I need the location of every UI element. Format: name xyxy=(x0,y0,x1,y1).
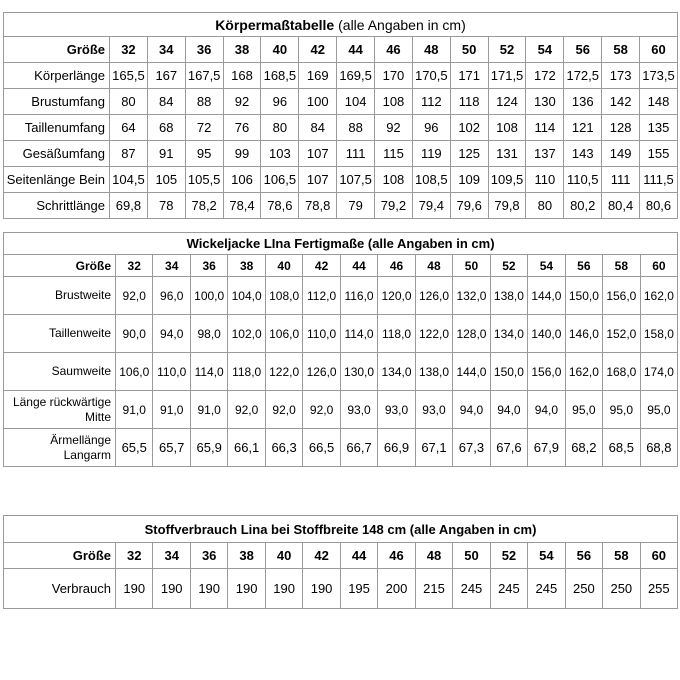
value-cell: 158,0 xyxy=(640,315,678,353)
size-header: 50 xyxy=(453,543,490,569)
value-cell: 104 xyxy=(337,89,375,115)
value-cell: 245 xyxy=(490,569,527,609)
value-cell: 79,6 xyxy=(450,193,488,219)
value-cell: 144,0 xyxy=(453,353,490,391)
table-row xyxy=(4,141,678,167)
value-cell: 126,0 xyxy=(303,353,340,391)
value-cell: 105,5 xyxy=(185,167,223,193)
row-label: Taillenumfang xyxy=(4,115,110,141)
value-cell: 126,0 xyxy=(415,277,452,315)
table-row xyxy=(4,167,678,193)
value-cell: 93,0 xyxy=(378,391,415,429)
value-cell: 111 xyxy=(337,141,375,167)
value-cell: 200 xyxy=(378,569,415,609)
value-cell: 167,5 xyxy=(185,63,223,89)
value-cell: 79 xyxy=(337,193,375,219)
value-cell: 122,0 xyxy=(415,315,452,353)
value-cell: 80 xyxy=(261,115,299,141)
value-cell: 99 xyxy=(223,141,261,167)
value-cell: 67,3 xyxy=(453,429,490,467)
value-cell: 171,5 xyxy=(488,63,526,89)
value-cell: 104,5 xyxy=(110,167,148,193)
value-cell: 78 xyxy=(147,193,185,219)
value-cell: 124 xyxy=(488,89,526,115)
size-header: 44 xyxy=(337,37,375,63)
size-header: 34 xyxy=(153,543,190,569)
table-row xyxy=(4,63,678,89)
value-cell: 190 xyxy=(265,569,302,609)
fabric-consumption-table xyxy=(3,515,678,609)
value-cell: 130 xyxy=(526,89,564,115)
value-cell: 91 xyxy=(147,141,185,167)
value-cell: 131 xyxy=(488,141,526,167)
value-cell: 66,1 xyxy=(228,429,265,467)
size-header: 58 xyxy=(603,543,640,569)
value-cell: 79,8 xyxy=(488,193,526,219)
size-label: Größe xyxy=(4,543,116,569)
value-cell: 173 xyxy=(602,63,640,89)
value-cell: 119 xyxy=(412,141,450,167)
table-title-text: Wickeljacke LIna Fertigmaße (alle Angaben in cm) xyxy=(186,236,495,251)
value-cell: 92,0 xyxy=(116,277,153,315)
table-row xyxy=(4,429,678,467)
size-header: 36 xyxy=(185,37,223,63)
value-cell: 93,0 xyxy=(415,391,452,429)
size-label: Größe xyxy=(4,37,110,63)
size-header: 52 xyxy=(490,543,527,569)
value-cell: 94,0 xyxy=(153,315,190,353)
row-label: Schrittlänge xyxy=(4,193,110,219)
value-cell: 137 xyxy=(526,141,564,167)
size-header: 48 xyxy=(415,255,452,277)
value-cell: 67,9 xyxy=(528,429,565,467)
value-cell: 150,0 xyxy=(565,277,602,315)
size-header: 34 xyxy=(147,37,185,63)
table-row xyxy=(4,277,678,315)
size-header: 54 xyxy=(528,543,565,569)
value-cell: 78,4 xyxy=(223,193,261,219)
value-cell: 148 xyxy=(640,89,678,115)
value-cell: 68,5 xyxy=(603,429,640,467)
value-cell: 69,8 xyxy=(110,193,148,219)
value-cell: 120,0 xyxy=(378,277,415,315)
value-cell: 142 xyxy=(602,89,640,115)
size-header: 46 xyxy=(378,543,415,569)
value-cell: 190 xyxy=(116,569,153,609)
value-cell: 112 xyxy=(412,89,450,115)
value-cell: 92 xyxy=(223,89,261,115)
value-cell: 108 xyxy=(375,89,413,115)
value-cell: 92,0 xyxy=(228,391,265,429)
value-cell: 68 xyxy=(147,115,185,141)
table-row xyxy=(4,89,678,115)
value-cell: 106 xyxy=(223,167,261,193)
size-header: 58 xyxy=(602,37,640,63)
value-cell: 168 xyxy=(223,63,261,89)
value-cell: 95,0 xyxy=(565,391,602,429)
value-cell: 84 xyxy=(147,89,185,115)
value-cell: 67,1 xyxy=(415,429,452,467)
value-cell: 195 xyxy=(340,569,377,609)
value-cell: 91,0 xyxy=(190,391,227,429)
size-label: Größe xyxy=(4,255,116,277)
table-row xyxy=(4,391,678,429)
value-cell: 108,0 xyxy=(265,277,302,315)
value-cell: 88 xyxy=(185,89,223,115)
value-cell: 108,5 xyxy=(412,167,450,193)
value-cell: 110,0 xyxy=(153,353,190,391)
value-cell: 190 xyxy=(153,569,190,609)
table-title-note: (alle Angaben in cm) xyxy=(338,16,466,33)
value-cell: 152,0 xyxy=(603,315,640,353)
value-cell: 66,3 xyxy=(265,429,302,467)
size-header: 44 xyxy=(340,543,377,569)
row-label: Länge rückwärtige Mitte xyxy=(4,391,116,429)
size-header: 50 xyxy=(453,255,490,277)
value-cell: 162,0 xyxy=(565,353,602,391)
value-cell: 79,2 xyxy=(375,193,413,219)
value-cell: 149 xyxy=(602,141,640,167)
size-header: 60 xyxy=(640,37,678,63)
value-cell: 106,5 xyxy=(261,167,299,193)
size-header: 34 xyxy=(153,255,190,277)
value-cell: 190 xyxy=(228,569,265,609)
value-cell: 170,5 xyxy=(412,63,450,89)
body-measurements-table xyxy=(3,12,678,219)
value-cell: 250 xyxy=(603,569,640,609)
size-header: 40 xyxy=(261,37,299,63)
value-cell: 107 xyxy=(299,141,337,167)
size-header: 50 xyxy=(450,37,488,63)
value-cell: 92,0 xyxy=(265,391,302,429)
value-cell: 116,0 xyxy=(340,277,377,315)
size-header: 48 xyxy=(412,37,450,63)
size-header: 38 xyxy=(228,543,265,569)
value-cell: 91,0 xyxy=(116,391,153,429)
value-cell: 112,0 xyxy=(303,277,340,315)
row-label: Körperlänge xyxy=(4,63,110,89)
value-cell: 130,0 xyxy=(340,353,377,391)
value-cell: 84 xyxy=(299,115,337,141)
value-cell: 111 xyxy=(602,167,640,193)
value-cell: 118,0 xyxy=(378,315,415,353)
value-cell: 169 xyxy=(299,63,337,89)
value-cell: 122,0 xyxy=(265,353,302,391)
value-cell: 80,4 xyxy=(602,193,640,219)
value-cell: 107 xyxy=(299,167,337,193)
value-cell: 103 xyxy=(261,141,299,167)
finished-measurements-table xyxy=(3,232,678,467)
value-cell: 169,5 xyxy=(337,63,375,89)
table-title-row xyxy=(4,233,678,255)
value-cell: 114,0 xyxy=(190,353,227,391)
value-cell: 79,4 xyxy=(412,193,450,219)
value-cell: 143 xyxy=(564,141,602,167)
value-cell: 66,7 xyxy=(340,429,377,467)
value-cell: 80 xyxy=(110,89,148,115)
size-header-row xyxy=(4,255,678,277)
size-header: 40 xyxy=(265,543,302,569)
size-header-row xyxy=(4,543,678,569)
value-cell: 144,0 xyxy=(528,277,565,315)
value-cell: 118,0 xyxy=(228,353,265,391)
value-cell: 96 xyxy=(261,89,299,115)
size-header: 54 xyxy=(526,37,564,63)
size-header: 46 xyxy=(378,255,415,277)
value-cell: 92,0 xyxy=(303,391,340,429)
value-cell: 134,0 xyxy=(490,315,527,353)
table-title-bold: Körpermaßtabelle xyxy=(215,16,335,33)
size-header: 38 xyxy=(223,37,261,63)
value-cell: 114 xyxy=(526,115,564,141)
table-row xyxy=(4,193,678,219)
size-header: 42 xyxy=(299,37,337,63)
value-cell: 134,0 xyxy=(378,353,415,391)
value-cell: 245 xyxy=(453,569,490,609)
value-cell: 121 xyxy=(564,115,602,141)
size-header: 42 xyxy=(303,543,340,569)
value-cell: 94,0 xyxy=(528,391,565,429)
value-cell: 78,2 xyxy=(185,193,223,219)
value-cell: 68,2 xyxy=(565,429,602,467)
value-cell: 118 xyxy=(450,89,488,115)
value-cell: 109,5 xyxy=(488,167,526,193)
value-cell: 92 xyxy=(375,115,413,141)
row-label: Seitenlänge Bein xyxy=(4,167,110,193)
size-header: 36 xyxy=(190,543,227,569)
size-header: 36 xyxy=(190,255,227,277)
value-cell: 96,0 xyxy=(153,277,190,315)
table-title-row xyxy=(4,13,678,37)
value-cell: 165,5 xyxy=(110,63,148,89)
value-cell: 106,0 xyxy=(116,353,153,391)
value-cell: 162,0 xyxy=(640,277,678,315)
value-cell: 66,5 xyxy=(303,429,340,467)
value-cell: 80,2 xyxy=(564,193,602,219)
value-cell: 78,6 xyxy=(261,193,299,219)
value-cell: 94,0 xyxy=(490,391,527,429)
value-cell: 102 xyxy=(450,115,488,141)
size-header: 32 xyxy=(116,543,153,569)
row-label: Brustweite xyxy=(4,277,116,315)
row-label: Ärmellänge Langarm xyxy=(4,429,116,467)
value-cell: 172,5 xyxy=(564,63,602,89)
value-cell: 156,0 xyxy=(603,277,640,315)
value-cell: 108 xyxy=(375,167,413,193)
value-cell: 76 xyxy=(223,115,261,141)
value-cell: 106,0 xyxy=(265,315,302,353)
value-cell: 72 xyxy=(185,115,223,141)
value-cell: 136 xyxy=(564,89,602,115)
value-cell: 132,0 xyxy=(453,277,490,315)
table-row xyxy=(4,115,678,141)
value-cell: 91,0 xyxy=(153,391,190,429)
value-cell: 173,5 xyxy=(640,63,678,89)
value-cell: 156,0 xyxy=(528,353,565,391)
size-header: 48 xyxy=(415,543,452,569)
size-header: 54 xyxy=(528,255,565,277)
value-cell: 65,7 xyxy=(153,429,190,467)
size-header: 52 xyxy=(490,255,527,277)
size-header: 58 xyxy=(603,255,640,277)
table-title-row xyxy=(4,516,678,543)
value-cell: 80 xyxy=(526,193,564,219)
table-title xyxy=(4,233,678,255)
value-cell: 100,0 xyxy=(190,277,227,315)
table-title-text: Stoffverbrauch Lina bei Stoffbreite 148 cm (alle Angaben in cm) xyxy=(144,521,537,537)
value-cell: 150,0 xyxy=(490,353,527,391)
value-cell: 138,0 xyxy=(490,277,527,315)
size-header: 56 xyxy=(565,543,602,569)
value-cell: 65,5 xyxy=(116,429,153,467)
value-cell: 93,0 xyxy=(340,391,377,429)
value-cell: 95,0 xyxy=(603,391,640,429)
value-cell: 110,5 xyxy=(564,167,602,193)
row-label: Gesäßumfang xyxy=(4,141,110,167)
value-cell: 250 xyxy=(565,569,602,609)
value-cell: 109 xyxy=(450,167,488,193)
size-header: 60 xyxy=(640,255,678,277)
value-cell: 255 xyxy=(640,569,677,609)
value-cell: 64 xyxy=(110,115,148,141)
value-cell: 95 xyxy=(185,141,223,167)
value-cell: 107,5 xyxy=(337,167,375,193)
value-cell: 110,0 xyxy=(303,315,340,353)
value-cell: 125 xyxy=(450,141,488,167)
size-header: 56 xyxy=(565,255,602,277)
row-label: Verbrauch xyxy=(4,569,116,609)
size-header: 42 xyxy=(303,255,340,277)
value-cell: 66,9 xyxy=(378,429,415,467)
row-label: Brustumfang xyxy=(4,89,110,115)
value-cell: 110 xyxy=(526,167,564,193)
value-cell: 215 xyxy=(415,569,452,609)
value-cell: 190 xyxy=(190,569,227,609)
value-cell: 245 xyxy=(528,569,565,609)
value-cell: 78,8 xyxy=(299,193,337,219)
size-header: 44 xyxy=(340,255,377,277)
value-cell: 168,5 xyxy=(261,63,299,89)
size-header: 32 xyxy=(116,255,153,277)
size-header: 56 xyxy=(564,37,602,63)
value-cell: 135 xyxy=(640,115,678,141)
value-cell: 88 xyxy=(337,115,375,141)
table-title xyxy=(4,516,678,543)
value-cell: 170 xyxy=(375,63,413,89)
row-label: Taillenweite xyxy=(4,315,116,353)
table-row xyxy=(4,353,678,391)
value-cell: 172 xyxy=(526,63,564,89)
value-cell: 105 xyxy=(147,167,185,193)
value-cell: 68,8 xyxy=(640,429,678,467)
size-header-row xyxy=(4,37,678,63)
value-cell: 67,6 xyxy=(490,429,527,467)
value-cell: 94,0 xyxy=(453,391,490,429)
value-cell: 111,5 xyxy=(640,167,678,193)
value-cell: 65,9 xyxy=(190,429,227,467)
value-cell: 90,0 xyxy=(116,315,153,353)
value-cell: 104,0 xyxy=(228,277,265,315)
row-label: Saumweite xyxy=(4,353,116,391)
value-cell: 128,0 xyxy=(453,315,490,353)
size-header: 52 xyxy=(488,37,526,63)
value-cell: 95,0 xyxy=(640,391,678,429)
value-cell: 168,0 xyxy=(603,353,640,391)
value-cell: 108 xyxy=(488,115,526,141)
value-cell: 174,0 xyxy=(640,353,678,391)
value-cell: 140,0 xyxy=(528,315,565,353)
size-header: 46 xyxy=(375,37,413,63)
value-cell: 80,6 xyxy=(640,193,678,219)
value-cell: 102,0 xyxy=(228,315,265,353)
value-cell: 114,0 xyxy=(340,315,377,353)
value-cell: 167 xyxy=(147,63,185,89)
value-cell: 146,0 xyxy=(565,315,602,353)
value-cell: 98,0 xyxy=(190,315,227,353)
table-title xyxy=(4,13,678,37)
value-cell: 138,0 xyxy=(415,353,452,391)
table-row xyxy=(4,315,678,353)
value-cell: 155 xyxy=(640,141,678,167)
size-header: 40 xyxy=(265,255,302,277)
value-cell: 128 xyxy=(602,115,640,141)
value-cell: 190 xyxy=(303,569,340,609)
value-cell: 100 xyxy=(299,89,337,115)
table-row xyxy=(4,569,678,609)
size-header: 60 xyxy=(640,543,677,569)
size-header: 32 xyxy=(110,37,148,63)
size-header: 38 xyxy=(228,255,265,277)
value-cell: 115 xyxy=(375,141,413,167)
value-cell: 96 xyxy=(412,115,450,141)
value-cell: 87 xyxy=(110,141,148,167)
value-cell: 171 xyxy=(450,63,488,89)
